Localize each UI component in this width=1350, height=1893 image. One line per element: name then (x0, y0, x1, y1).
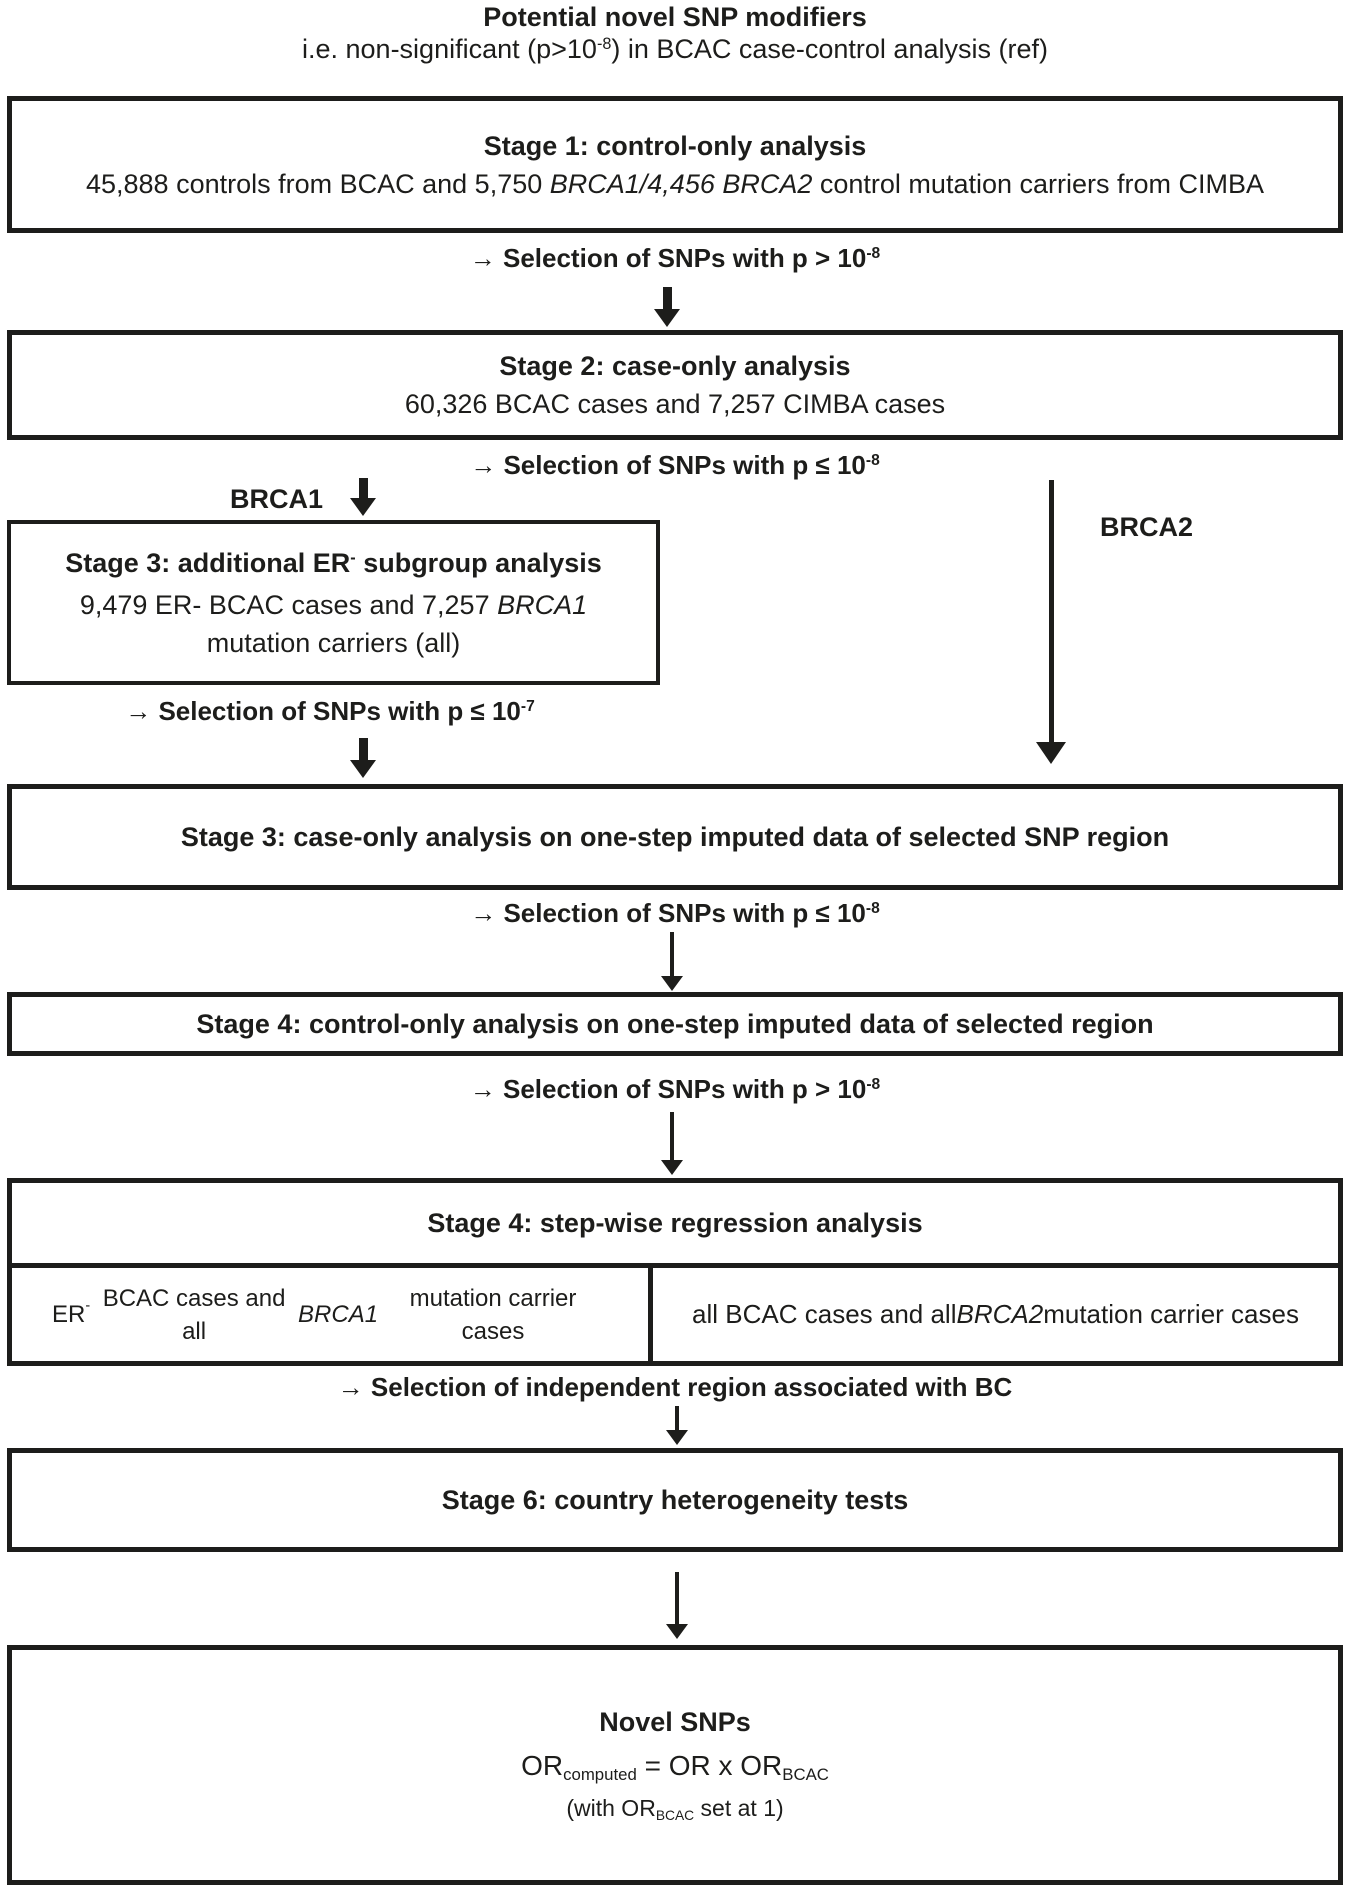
stage1-body: 45,888 controls from BCAC and 5,750 BRCA1/4,456 BRCA2 control mutation carriers from CIMBA (85, 168, 1265, 199)
novel-snps-box (7, 1645, 1343, 1885)
stage3-imputed-box (7, 784, 1343, 890)
stage3-er-body: 9,479 ER- BCAC cases and 7,257 BRCA1 mutation carriers (all) (79, 589, 588, 658)
stepwise-right-cell: all BCAC cases and all BRCA2 mutation carrier cases (692, 1299, 1299, 1329)
stage2-body: 60,326 BCAC cases and 7,257 CIMBA cases (404, 389, 946, 419)
stage4-control-box (7, 992, 1343, 1056)
stage1-title: Stage 1: control-only analysis (483, 130, 867, 161)
selection-after-stepwise: → Selection of independent region associated with BC (337, 1372, 1013, 1402)
brca1-branch-label: BRCA1 (230, 484, 324, 514)
page-title: Potential novel SNP modifiers (483, 2, 867, 32)
stage6-box (7, 1448, 1343, 1552)
brca2-branch-label: BRCA2 (1100, 512, 1194, 542)
down-arrow-icon (350, 738, 376, 778)
down-arrow-icon (654, 287, 680, 327)
down-arrow-icon (350, 478, 376, 516)
novel-snps-title: Novel SNPs (599, 1707, 751, 1737)
novel-snps-formula: ORcomputed = OR x ORBCAC (521, 1750, 829, 1785)
stage2-box (7, 330, 1343, 440)
stage3-er-box (7, 520, 660, 685)
stage6-title: Stage 6: country heterogeneity tests (441, 1485, 909, 1515)
down-arrow-icon (661, 932, 683, 991)
down-arrow-icon (666, 1572, 688, 1639)
stage4-stepwise-title: Stage 4: step-wise regression analysis (427, 1208, 923, 1238)
stage3-er-title: Stage 3: additional ER- subgroup analysis (65, 547, 602, 578)
stage4-stepwise-box (7, 1178, 1343, 1366)
selection-after-stage2: → Selection of SNPs with $p \le 10^{-8}$ (470, 450, 880, 480)
selection-after-stage3-imputed: → Selection of SNPs with $p \le 10^{-8}$ (470, 898, 880, 928)
down-arrow-icon (661, 1112, 683, 1175)
stage1-box (7, 96, 1343, 233)
stepwise-left-cell: ER - BCAC cases and all BRCA1 mutation carrier cases (12, 1268, 653, 1361)
stage4-stepwise-cells (12, 1268, 1338, 1361)
selection-after-stage3-er: → Selection of SNPs with $p \le 10^{-7}$ (125, 696, 535, 726)
brca2-branch-down-arrow-icon (1036, 480, 1066, 764)
page-subtitle: i.e. non-significant $(p>10^{-8})$ in BCAC case-control analysis (ref) (302, 34, 1048, 64)
novel-snps-note: (with ORBCAC set at 1) (566, 1795, 784, 1824)
stage2-title: Stage 2: case-only analysis (499, 351, 851, 381)
down-arrow-icon (666, 1406, 688, 1445)
stage3-imputed-title: Stage 3: case-only analysis on one-step imputed data of selected SNP region (180, 822, 1170, 852)
stage4-stepwise-header (12, 1183, 1338, 1268)
selection-after-stage1: → Selection of SNPs with $p > 10^{-8}$ (469, 243, 881, 273)
selection-after-stage4-control: → Selection of SNPs with $p > 10^{-8}$ (469, 1074, 881, 1104)
stage4-control-title: Stage 4: control-only analysis on one-step imputed data of selected region (196, 1009, 1154, 1039)
